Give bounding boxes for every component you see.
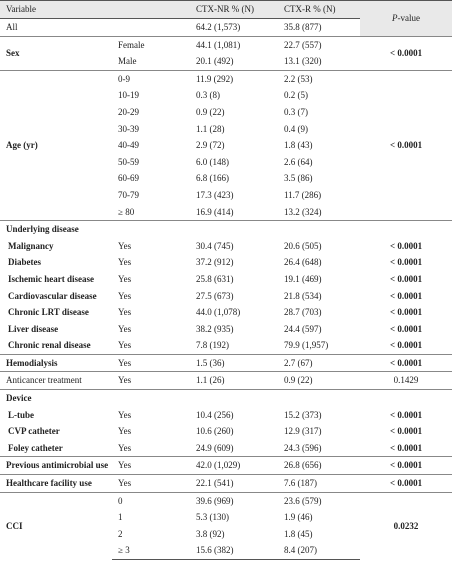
hemodialysis-label: Hemodialysis bbox=[0, 354, 112, 372]
cci-nr: 5.3 (130) bbox=[196, 512, 230, 523]
device-name: Foley catheter bbox=[8, 442, 63, 453]
age-nr: 0.9 (22) bbox=[196, 106, 225, 117]
device-p-value: < 0.0001 bbox=[389, 442, 423, 453]
cci-sub: 0 bbox=[112, 492, 192, 509]
disease-sub: Yes bbox=[118, 323, 132, 334]
table-row bbox=[0, 271, 452, 288]
disease-sub: Yes bbox=[118, 340, 132, 351]
table-row bbox=[0, 407, 452, 424]
disease-p-value: < 0.0001 bbox=[389, 323, 423, 334]
disease-sub: Yes bbox=[118, 290, 132, 301]
disease-sub: Yes bbox=[118, 307, 132, 318]
disease-sub: Yes bbox=[118, 240, 132, 251]
age-r: 2.6 (64) bbox=[284, 156, 313, 167]
age-nr: 11.9 (292) bbox=[192, 70, 280, 87]
disease-nr: 27.5 (673) bbox=[196, 290, 234, 301]
age-sub: 70-79 bbox=[118, 189, 139, 200]
cci-sub: 2 bbox=[118, 528, 123, 539]
disease-r: 79.9 (1,957) bbox=[284, 340, 329, 351]
disease-name: Liver disease bbox=[8, 323, 59, 334]
age-nr: 17.3 (423) bbox=[196, 189, 234, 200]
disease-p-value: < 0.0001 bbox=[389, 307, 423, 318]
healthcare-r: 7.6 (187) bbox=[280, 475, 360, 493]
all-label: All bbox=[0, 19, 192, 37]
disease-nr: 38.2 (935) bbox=[196, 323, 234, 334]
age-sub: 30-39 bbox=[118, 123, 139, 134]
table-row bbox=[0, 304, 452, 321]
age-r: 11.7 (286) bbox=[284, 189, 322, 200]
anticancer-p-value: 0.1429 bbox=[360, 372, 452, 390]
sex-nr: 20.1 (492) bbox=[196, 56, 234, 67]
device-r: 15.2 (373) bbox=[284, 409, 322, 420]
sex-sub: Male bbox=[118, 56, 137, 67]
disease-r: 20.6 (505) bbox=[284, 240, 322, 251]
healthcare-nr: 22.1 (541) bbox=[192, 475, 280, 493]
all-nr: 64.2 (1,573) bbox=[192, 19, 280, 37]
age-nr: 2.9 (72) bbox=[196, 140, 225, 151]
age-sub: ≥ 80 bbox=[118, 206, 135, 217]
cci-r: 1.9 (46) bbox=[284, 512, 313, 523]
age-nr: 1.1 (28) bbox=[196, 123, 225, 134]
age-sub: 60-69 bbox=[118, 173, 139, 184]
disease-r: 24.4 (597) bbox=[284, 323, 322, 334]
table-row bbox=[0, 372, 452, 390]
age-r: 2.2 (53) bbox=[280, 70, 360, 87]
header-p-italic: P bbox=[392, 12, 398, 23]
device-sub: Yes bbox=[118, 442, 132, 453]
cci-nr: 39.6 (969) bbox=[192, 492, 280, 509]
disease-nr: 44.0 (1,078) bbox=[196, 307, 241, 318]
device-nr: 10.6 (260) bbox=[196, 426, 234, 437]
cci-r: 1.8 (45) bbox=[284, 528, 313, 539]
age-sub: 20-29 bbox=[118, 106, 139, 117]
disease-nr: 7.8 (192) bbox=[196, 340, 230, 351]
cci-label: CCI bbox=[0, 492, 112, 559]
age-nr: 16.9 (414) bbox=[196, 206, 234, 217]
hemodialysis-sub: Yes bbox=[112, 354, 192, 372]
sex-label: Sex bbox=[0, 36, 112, 70]
anticancer-label: Anticancer treatment bbox=[0, 372, 112, 390]
table-body bbox=[0, 36, 452, 559]
age-r: 1.8 (43) bbox=[284, 140, 313, 151]
disease-p-value: < 0.0001 bbox=[389, 257, 423, 268]
device-label: Device bbox=[0, 390, 452, 407]
device-nr: 24.9 (609) bbox=[196, 442, 234, 453]
age-nr: 0.3 (8) bbox=[196, 90, 221, 101]
age-sub: 10-19 bbox=[118, 90, 139, 101]
cci-r: 23.6 (579) bbox=[280, 492, 360, 509]
disease-sub: Yes bbox=[118, 257, 132, 268]
previous-nr: 42.0 (1,029) bbox=[192, 457, 280, 475]
table-row bbox=[0, 492, 452, 509]
table-row bbox=[0, 440, 452, 457]
disease-r: 21.8 (534) bbox=[284, 290, 322, 301]
hemodialysis-p-value: < 0.0001 bbox=[360, 354, 452, 372]
age-sub: 40-49 bbox=[118, 140, 139, 151]
table-row bbox=[0, 238, 452, 255]
anticancer-nr: 1.1 (26) bbox=[192, 372, 280, 390]
table-row bbox=[0, 337, 452, 354]
all-r: 35.8 (877) bbox=[280, 19, 360, 37]
device-r: 12.9 (317) bbox=[284, 426, 322, 437]
cci-nr: 15.6 (382) bbox=[192, 542, 280, 559]
header-ctx-r: CTX-R % (N) bbox=[280, 1, 360, 19]
cci-sub: ≥ 3 bbox=[112, 542, 192, 559]
age-r: 0.2 (5) bbox=[284, 90, 309, 101]
device-sub: Yes bbox=[118, 426, 132, 437]
cci-sub: 1 bbox=[118, 512, 123, 523]
disease-p-value: < 0.0001 bbox=[389, 273, 423, 284]
healthcare-label: Healthcare facility use bbox=[0, 475, 112, 493]
age-r: 0.4 (9) bbox=[284, 123, 309, 134]
cci-r: 8.4 (207) bbox=[280, 542, 360, 559]
disease-r: 28.7 (703) bbox=[284, 307, 322, 318]
table-row bbox=[0, 221, 452, 238]
age-label: Age (yr) bbox=[0, 70, 112, 220]
disease-r: 19.1 (469) bbox=[284, 273, 322, 284]
disease-p-value: < 0.0001 bbox=[389, 340, 423, 351]
header-ctx-nr: CTX-NR % (N) bbox=[192, 1, 280, 19]
age-r: 3.5 (86) bbox=[284, 173, 313, 184]
disease-nr: 30.4 (745) bbox=[196, 240, 234, 251]
disease-nr: 37.2 (912) bbox=[196, 257, 234, 268]
sex-r: 22.7 (557) bbox=[280, 36, 360, 53]
table-row bbox=[0, 36, 452, 53]
disease-name: Malignancy bbox=[8, 240, 54, 251]
healthcare-p-value: < 0.0001 bbox=[360, 475, 452, 493]
table-row bbox=[0, 70, 452, 87]
sex-nr: 44.1 (1,081) bbox=[192, 36, 280, 53]
previous-label: Previous antimicrobial use bbox=[0, 457, 112, 475]
anticancer-sub: Yes bbox=[112, 372, 192, 390]
anticancer-r: 0.9 (22) bbox=[280, 372, 360, 390]
age-nr: 6.8 (166) bbox=[196, 173, 230, 184]
device-p-value: < 0.0001 bbox=[389, 426, 423, 437]
device-p-value: < 0.0001 bbox=[389, 409, 423, 420]
device-r: 24.3 (596) bbox=[284, 442, 322, 453]
table-row bbox=[0, 423, 452, 440]
age-r: 0.3 (7) bbox=[284, 106, 309, 117]
device-nr: 10.4 (256) bbox=[196, 409, 234, 420]
device-sub: Yes bbox=[118, 409, 132, 420]
table-row bbox=[0, 457, 452, 475]
disease-name: Diabetes bbox=[8, 257, 41, 268]
disease-nr: 25.8 (631) bbox=[196, 273, 234, 284]
table-header bbox=[0, 1, 452, 37]
disease-name: Chronic renal disease bbox=[8, 340, 91, 351]
table-row bbox=[0, 254, 452, 271]
hemodialysis-nr: 1.5 (36) bbox=[192, 354, 280, 372]
age-sub: 50-59 bbox=[118, 156, 139, 167]
underlying-label: Underlying disease bbox=[0, 221, 452, 238]
previous-sub: Yes bbox=[112, 457, 192, 475]
disease-r: 26.4 (648) bbox=[284, 257, 322, 268]
disease-sub: Yes bbox=[118, 273, 132, 284]
header-p-value bbox=[360, 1, 452, 37]
device-name: L-tube bbox=[8, 409, 35, 420]
table-row bbox=[0, 354, 452, 372]
table-row bbox=[0, 475, 452, 493]
table-row bbox=[0, 321, 452, 338]
header-variable: Variable bbox=[0, 1, 192, 19]
disease-name: Ischemic heart disease bbox=[8, 273, 94, 284]
hemodialysis-r: 2.7 (67) bbox=[280, 354, 360, 372]
previous-r: 26.8 (656) bbox=[280, 457, 360, 475]
age-nr: 6.0 (148) bbox=[196, 156, 230, 167]
device-name: CVP catheter bbox=[8, 426, 60, 437]
age-sub: 0-9 bbox=[112, 70, 192, 87]
sex-sub: Female bbox=[112, 36, 192, 53]
sex-p-value: < 0.0001 bbox=[360, 36, 452, 70]
disease-p-value: < 0.0001 bbox=[389, 240, 423, 251]
table-row bbox=[0, 288, 452, 305]
header-p-rest: -value bbox=[397, 12, 421, 23]
cci-p-value: 0.0232 bbox=[360, 492, 452, 559]
healthcare-sub: Yes bbox=[112, 475, 192, 493]
age-p-value: < 0.0001 bbox=[360, 70, 452, 220]
sex-r: 13.1 (320) bbox=[284, 56, 322, 67]
disease-name: Chronic LRT disease bbox=[8, 307, 89, 318]
disease-name: Cardiovascular disease bbox=[8, 290, 97, 301]
previous-p-value: < 0.0001 bbox=[360, 457, 452, 475]
cci-nr: 3.8 (92) bbox=[196, 528, 225, 539]
table-row bbox=[0, 390, 452, 407]
disease-p-value: < 0.0001 bbox=[389, 290, 423, 301]
age-r: 13.2 (324) bbox=[284, 206, 322, 217]
